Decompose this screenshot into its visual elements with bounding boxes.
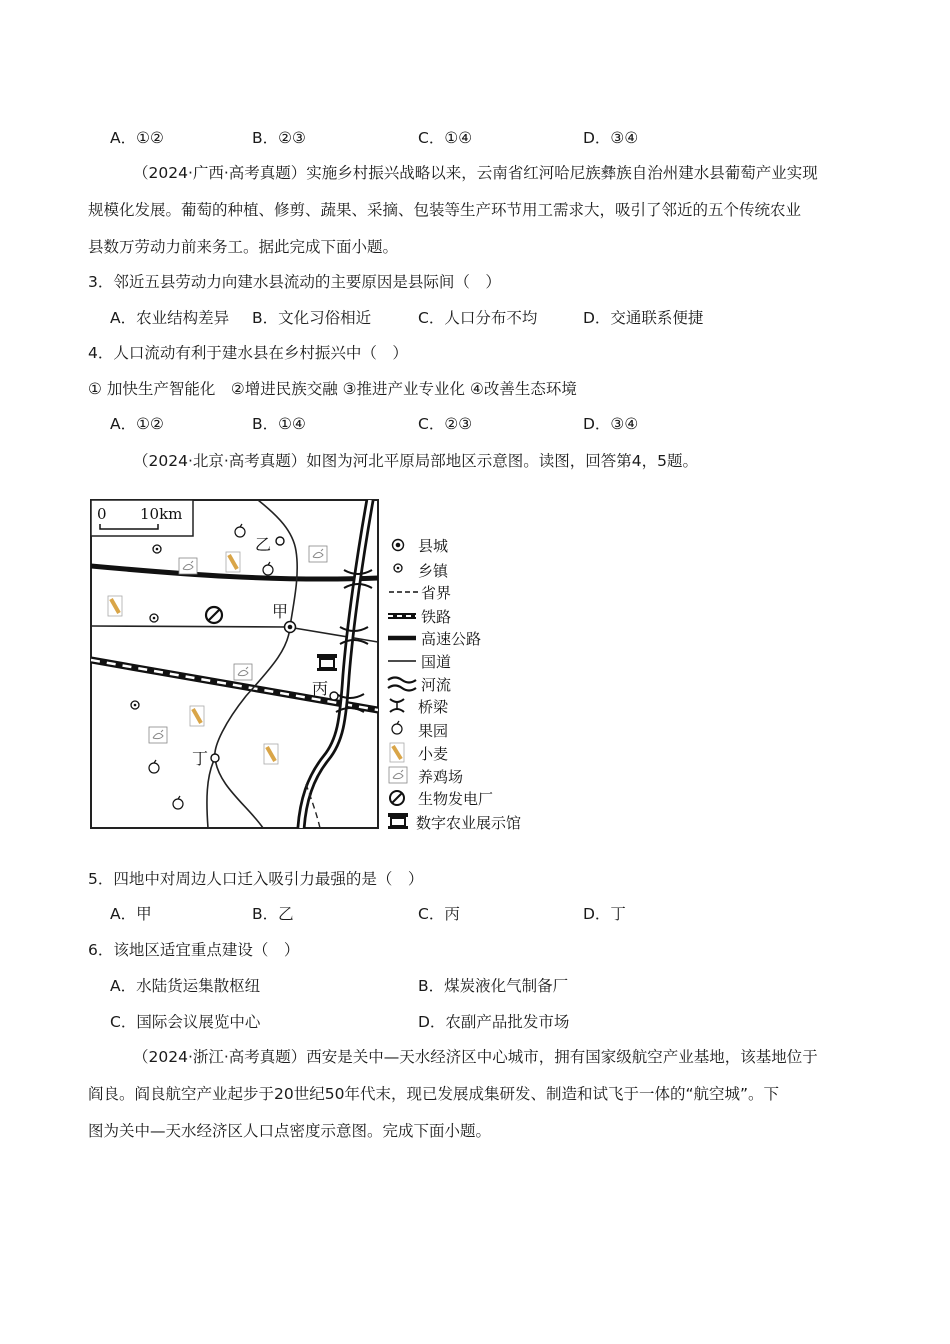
place-bing: 丙 xyxy=(312,679,329,698)
passage1-line-2: 规模化发展。葡萄的种植、修剪、蔬果、采摘、包装等生产环节用工需求大，吸引了邻近的五个传统农业 xyxy=(88,201,802,219)
q-prev-option-a[interactable]: A．①② xyxy=(110,129,164,147)
legend-label-chicken-farm: 养鸡场 xyxy=(418,768,464,786)
legend-county-icon xyxy=(393,540,404,551)
legend-label-county: 县城 xyxy=(418,537,449,555)
q5-option-d[interactable]: D．丁 xyxy=(583,905,626,923)
q3-option-a[interactable]: A．农业结构差异 xyxy=(110,309,230,327)
wheat-icon xyxy=(108,596,122,616)
legend-river-icon xyxy=(388,678,416,691)
scale-zero: 0 xyxy=(97,505,107,523)
q6-stem: 6．该地区适宜重点建设（ ） xyxy=(88,941,300,959)
legend-label-town: 乡镇 xyxy=(418,562,449,580)
legend-label-expressway: 高速公路 xyxy=(421,630,482,648)
legend-chicken-farm-icon xyxy=(389,767,407,783)
hebei-plain-map xyxy=(88,496,538,836)
q3-option-c[interactable]: C．人口分布不均 xyxy=(418,309,538,327)
passage3-line-2: 阎良。阎良航空产业起步于20世纪50年代末，现已发展成集研发、制造和试飞于一体的“航空城”。下 xyxy=(88,1085,780,1103)
legend-digital-agri-hall-icon xyxy=(388,813,408,829)
q-prev-option-b[interactable]: B．②③ xyxy=(252,129,306,147)
chicken-farm-icon xyxy=(234,664,252,680)
town-marker xyxy=(153,545,161,553)
q4-stem: 4．人口流动有利于建水县在乡村振兴中（ ） xyxy=(88,344,408,362)
q6-option-a[interactable]: A．水陆货运集散枢纽 xyxy=(110,977,261,995)
legend-label-orchard: 果园 xyxy=(418,722,449,740)
legend-bio-power-plant-icon xyxy=(390,791,404,805)
county-city-jia-dot xyxy=(288,625,293,630)
town-marker xyxy=(131,701,139,709)
q5-option-a[interactable]: A．甲 xyxy=(110,905,152,923)
wheat-icon xyxy=(264,744,278,764)
scale-label: 10km xyxy=(140,505,183,523)
legend-wheat-icon xyxy=(390,743,404,762)
q5-option-c[interactable]: C．丙 xyxy=(418,905,460,923)
legend-label-river: 河流 xyxy=(421,676,452,694)
chicken-farm-icon xyxy=(309,546,327,562)
q3-stem: 3．邻近五县劳动力向建水县流动的主要原因是县际间（ ） xyxy=(88,273,501,291)
legend-label-national-road: 国道 xyxy=(421,653,452,671)
q5-option-b[interactable]: B．乙 xyxy=(252,905,294,923)
passage3-line-1: （2024·浙江·高考真题）西安是关中—天水经济区中心城市，拥有国家级航空产业基地，该基地位于 xyxy=(133,1048,818,1066)
passage1-line-3: 县数万劳动力前来务工。据此完成下面小题。 xyxy=(88,238,399,256)
passage1-line-1: （2024·广西·高考真题）实施乡村振兴战略以来，云南省红河哈尼族彝族自治州建水县葡萄产业实现 xyxy=(133,164,818,182)
town-yi xyxy=(276,537,284,545)
legend-label-railway: 铁路 xyxy=(421,608,452,626)
town-bing xyxy=(330,692,338,700)
place-ding: 丁 xyxy=(192,749,209,768)
q5-stem: 5．四地中对周边人口迁入吸引力最强的是（ ） xyxy=(88,870,424,888)
digital-agri-hall-icon xyxy=(317,654,337,671)
place-yi: 乙 xyxy=(255,535,272,554)
place-jia: 甲 xyxy=(272,602,289,621)
town-marker xyxy=(150,614,158,622)
town-ding xyxy=(211,754,219,762)
q3-option-b[interactable]: B．文化习俗相近 xyxy=(252,309,372,327)
q4-option-c[interactable]: C．②③ xyxy=(418,415,473,433)
chicken-farm-icon xyxy=(149,727,167,743)
q-prev-option-d[interactable]: D．③④ xyxy=(583,129,639,147)
passage2-line: （2024·北京·高考真题）如图为河北平原局部地区示意图。读图，回答第4，5题。 xyxy=(133,452,699,470)
wheat-icon xyxy=(190,706,204,726)
q-prev-option-c[interactable]: C．①④ xyxy=(418,129,473,147)
legend-label-bio-power-plant: 生物发电厂 xyxy=(418,790,494,808)
q3-option-d[interactable]: D．交通联系便捷 xyxy=(583,309,704,327)
legend-label-bridge: 桥梁 xyxy=(418,698,449,716)
legend-label-digital-agri-hall: 数字农业展示馆 xyxy=(416,814,522,832)
map-legend xyxy=(388,537,521,832)
legend-label-wheat: 小麦 xyxy=(418,745,449,763)
q4-choices: ① 加快生产智能化 ②增进民族交融 ③推进产业专业化 ④改善生态环境 xyxy=(88,380,577,398)
legend-label-province-border: 省界 xyxy=(421,584,452,602)
q4-option-b[interactable]: B．①④ xyxy=(252,415,306,433)
legend-town-icon xyxy=(394,564,402,572)
q4-option-d[interactable]: D．③④ xyxy=(583,415,639,433)
q6-option-b[interactable]: B．煤炭液化气制备厂 xyxy=(418,977,569,995)
chicken-farm-icon xyxy=(179,558,197,574)
legend-bridge-icon xyxy=(390,699,404,712)
q6-option-d[interactable]: D．农副产品批发市场 xyxy=(418,1013,570,1031)
wheat-icon xyxy=(226,552,240,572)
bio-power-plant-icon xyxy=(206,607,222,623)
legend-orchard-icon xyxy=(392,721,402,734)
q6-option-c[interactable]: C．国际会议展览中心 xyxy=(110,1013,261,1031)
passage3-line-3: 图为关中—天水经济区人口点密度示意图。完成下面小题。 xyxy=(88,1122,492,1140)
q4-option-a[interactable]: A．①② xyxy=(110,415,164,433)
